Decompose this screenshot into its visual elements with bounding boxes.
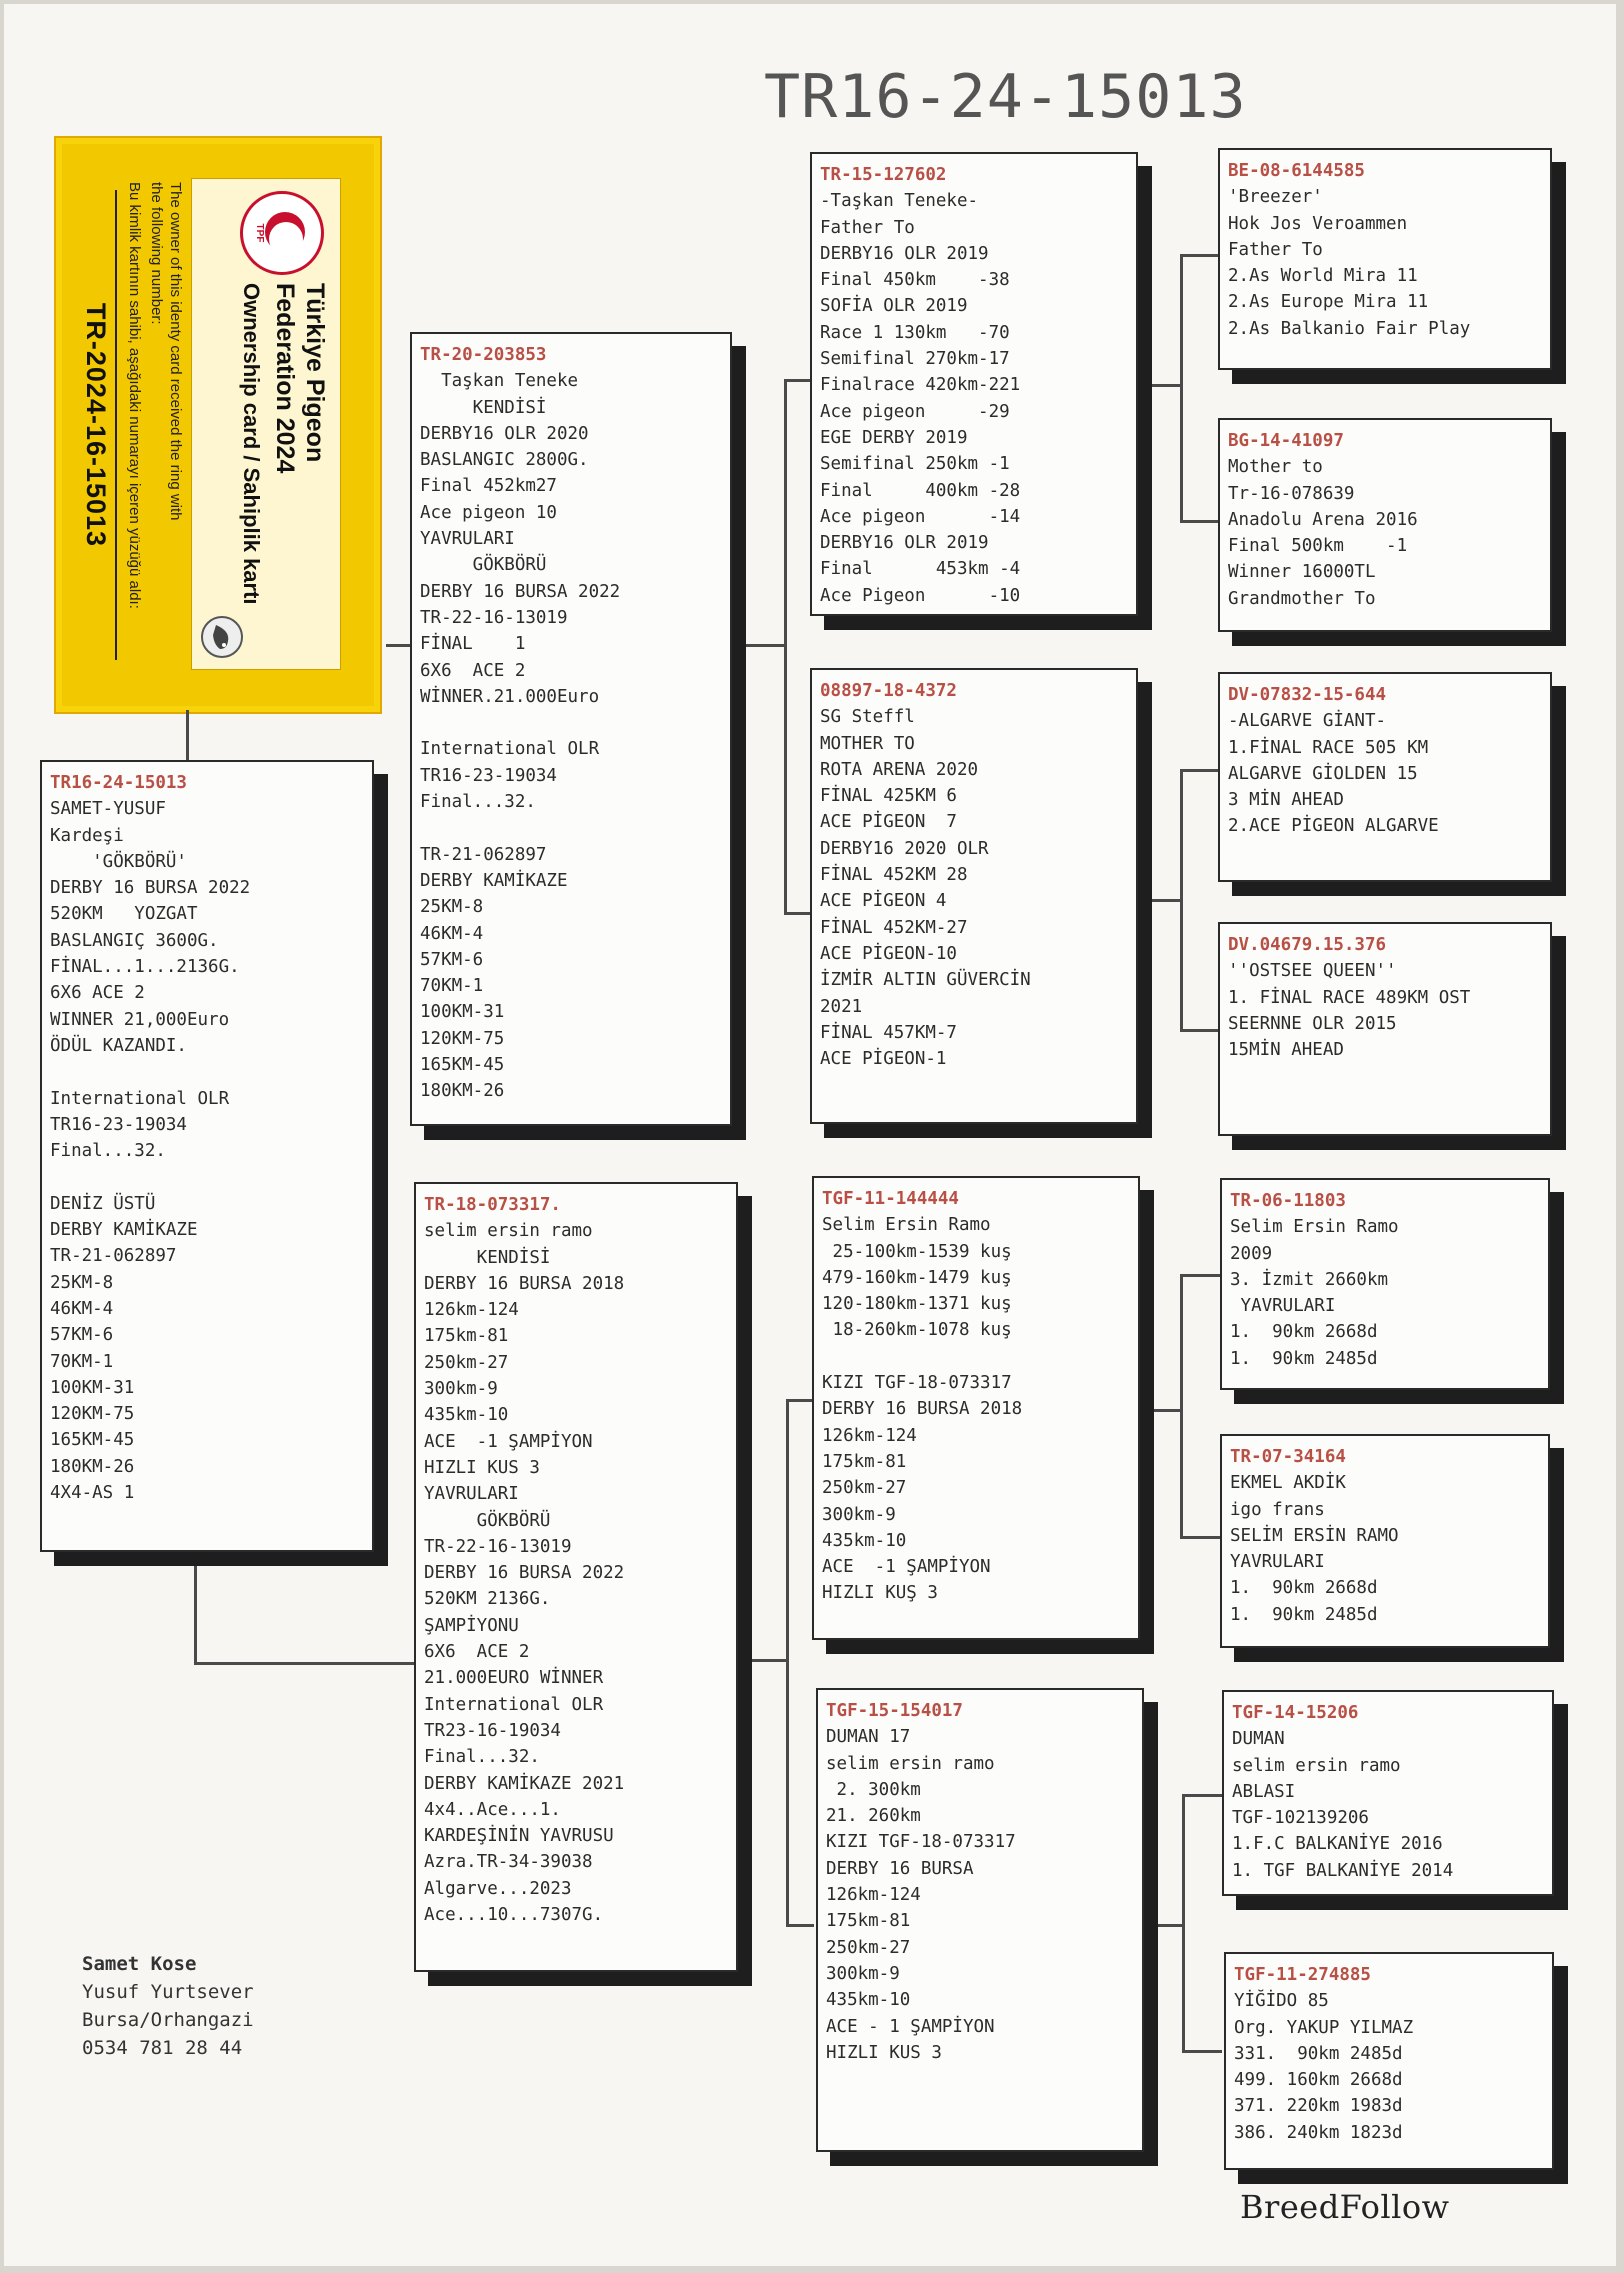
connector (784, 912, 812, 915)
connector (784, 379, 812, 382)
connector (784, 379, 787, 914)
pedigree-line: 2.ACE PİGEON ALGARVE (1228, 816, 1439, 837)
pedigree-line: TR-21-062897 (50, 1246, 177, 1267)
pedigree-line: Semifinal 250km -1 (820, 454, 1010, 475)
ggp-box-8 (1224, 1952, 1554, 2170)
pedigree-line: ACE -1 ŞAMPİYON (424, 1431, 593, 1452)
pedigree-line: -Taşkan Teneke- (820, 191, 979, 212)
connector (194, 1544, 197, 1664)
pedigree-line: 2.As World Mira 11 (1228, 266, 1418, 287)
pedigree-line: WİNNER.21.000Euro (420, 686, 600, 707)
pedigree-line: ACE -1 ŞAMPİYON (822, 1557, 991, 1578)
pedigree-line: 4X4-AS 1 (50, 1483, 135, 1504)
pedigree-line: Semifinal 270km-17 (820, 349, 1010, 370)
pedigree-line (420, 710, 724, 736)
pedigree-line: 2. 300km (826, 1779, 921, 1800)
pedigree-line: 57KM-6 (420, 949, 484, 970)
pedigree-line: Selim Ersin Ramo (822, 1215, 991, 1236)
pedigree-line: WINNER 21,000Euro (50, 1009, 230, 1030)
pedigree-line: 1. FİNAL RACE 489KM OST (1228, 987, 1471, 1008)
pedigree-line: 4x4..Ace...1. (424, 1799, 561, 1820)
pedigree-line: YAVRULARI (1230, 1296, 1336, 1317)
pedigree-line (420, 815, 724, 841)
pedigree-line: 1. TGF BALKANİYE 2014 (1232, 1860, 1454, 1881)
pedigree-line: International OLR (424, 1694, 604, 1715)
ring-number: 08897-18-4372 (820, 681, 957, 701)
pedigree-sheet (4, 4, 1616, 2266)
pedigree-line: 180KM-26 (420, 1081, 505, 1102)
pedigree-line: HIZLI KUS 3 (826, 2042, 942, 2063)
pedigree-line: 2.As Europe Mira 11 (1228, 292, 1429, 313)
pedigree-line: BASLANGIC 2800G. (420, 450, 589, 471)
pedigree-line: 1. 90km 2485d (1230, 1348, 1378, 1369)
pedigree-line: ''OSTSEE QUEEN'' (1228, 961, 1397, 982)
ring-number: TGF-11-144444 (822, 1189, 959, 1209)
pedigree-line: 1.FİNAL RACE 505 KM (1228, 737, 1429, 758)
connector (1146, 1924, 1184, 1927)
pedigree-line: ACE PİGEON-1 (820, 1049, 947, 1070)
pedigree-line: 25-100km-1539 kuş (822, 1241, 1012, 1262)
ring-number: TR-18-073317. (424, 1195, 561, 1215)
pedigree-line: 'GÖKBÖRÜ' (50, 851, 187, 872)
pedigree-line: DERBY 16 BURSA 2022 (420, 581, 621, 602)
ggp-box-2 (1218, 418, 1552, 632)
pedigree-line (50, 1059, 366, 1085)
pedigree-line: TR16-23-19034 (50, 1114, 187, 1135)
ggp-box-3 (1218, 672, 1552, 882)
pedigree-line: TR-21-062897 (420, 844, 547, 865)
pedigree-line: 46KM-4 (50, 1298, 114, 1319)
pedigree-line: SAMET-YUSUF (50, 799, 166, 820)
sire-box (410, 332, 732, 1126)
ring-number: TR-06-11803 (1230, 1191, 1346, 1211)
ownership-card (54, 136, 382, 714)
pedigree-line: 479-160km-1479 kuş (822, 1267, 1012, 1288)
pedigree-line: FİNAL 452KM 28 (820, 865, 968, 886)
pedigree-line: 120-180km-1371 kuş (822, 1294, 1012, 1315)
pedigree-line: DERBY16 2020 OLR (820, 838, 989, 859)
pedigree-line: DERBY 16 BURSA (826, 1858, 974, 1879)
connector (1182, 1794, 1222, 1797)
card-header (191, 178, 341, 670)
pedigree-line: TR-22-16-13019 (420, 607, 568, 628)
pedigree-line: TR16-23-19034 (420, 765, 557, 786)
connector (1180, 769, 1220, 772)
pedigree-line: ACE - 1 ŞAMPİYON (826, 2016, 995, 2037)
pedigree-line: YAVRULARI (1230, 1552, 1325, 1573)
pedigree-line: 371. 220km 1983d (1234, 2096, 1403, 2117)
connector (1140, 1409, 1182, 1412)
pedigree-line: 15MİN AHEAD (1228, 1040, 1344, 1061)
pedigree-line: Final 453km -4 (820, 559, 1021, 580)
pedigree-line: 300km-9 (424, 1379, 498, 1400)
pedigree-line: MOTHER TO (820, 733, 915, 754)
connector (1140, 384, 1182, 387)
page-title: TR16-24-15013 (764, 62, 1247, 132)
pedigree-line: TR-22-16-13019 (424, 1536, 572, 1557)
pedigree-line: İZMİR ALTIN GÜVERCİN (820, 970, 1031, 991)
pedigree-line: HIZLI KUŞ 3 (822, 1583, 938, 1604)
pedigree-line: DUMAN (1232, 1729, 1285, 1750)
pedigree-line: SOFİA OLR 2019 (820, 296, 968, 317)
pedigree-line: Father To (1228, 239, 1323, 260)
pedigree-line: Selim Ersin Ramo (1230, 1217, 1399, 1238)
ring-number: TR-15-127602 (820, 165, 947, 185)
federation-logo: TPF (240, 191, 324, 275)
connector (1180, 1029, 1220, 1032)
pedigree-line: ACE PİGEON 7 (820, 812, 957, 833)
pedigree-line (822, 1344, 1132, 1370)
pedigree-line: Org. YAKUP YILMAZ (1234, 2017, 1414, 2038)
ggp-box-5 (1220, 1178, 1550, 1390)
pedigree-line: Mother to (1228, 457, 1323, 478)
pedigree-line: 165KM-45 (50, 1430, 135, 1451)
pedigree-line: Final...32. (420, 792, 536, 813)
pedigree-line: Final 450km -38 (820, 270, 1010, 291)
pedigree-line (50, 1164, 366, 1190)
breeder-contact (82, 1950, 254, 2062)
pedigree-line: ACE PİGEON 4 (820, 891, 947, 912)
pedigree-line: 499. 160km 2668d (1234, 2070, 1403, 2091)
pedigree-line: Kardeşi (50, 825, 124, 846)
pedigree-line: 100KM-31 (50, 1377, 135, 1398)
pedigree-line: Ace...10...7307G. (424, 1905, 604, 1926)
pedigree-line: 180KM-26 (50, 1456, 135, 1477)
pedigree-line: Grandmother To (1228, 588, 1376, 609)
pedigree-line: 21. 260km (826, 1806, 921, 1827)
ring-number: TR-07-34164 (1230, 1447, 1346, 1467)
connector (186, 710, 189, 760)
pedigree-line: KARDEŞİNİN YAVRUSU (424, 1826, 614, 1847)
pedigree-line: 175km-81 (822, 1451, 907, 1472)
pedigree-line: 175km-81 (826, 1911, 911, 1932)
pedigree-line: 6X6 ACE 2 (424, 1642, 530, 1663)
ring-number: BG-14-41097 (1228, 431, 1344, 451)
pedigree-line: 126km-124 (822, 1425, 917, 1446)
pedigree-line: DERBY 16 BURSA 2018 (424, 1273, 625, 1294)
pedigree-line: DERBY 16 BURSA 2018 (822, 1399, 1023, 1420)
pedigree-line: Father To (820, 217, 915, 238)
pedigree-line: DERBY16 OLR 2019 (820, 533, 989, 554)
pedigree-line: FİNAL 1 (420, 634, 526, 655)
pedigree-line: 2.As Balkanio Fair Play (1228, 318, 1471, 339)
pedigree-line: Final...32. (424, 1747, 540, 1768)
ggp-box-1 (1218, 148, 1552, 370)
breeder-phone: 0534 781 28 44 (82, 2037, 243, 2059)
pedigree-line: Hok Jos Veroammen (1228, 213, 1408, 234)
pedigree-line: 57KM-6 (50, 1325, 114, 1346)
connector (1180, 1274, 1220, 1277)
card-english-note: The owner of this identy card received the ring with the following number: (148, 182, 184, 521)
pigeon-figure-icon (200, 615, 244, 659)
breeder-name-1: Samet Kose (82, 1953, 197, 1975)
connector (1182, 1794, 1185, 2052)
subject-box (40, 760, 374, 1552)
connector (744, 644, 786, 647)
pedigree-line: 1.F.C BALKANİYE 2016 (1232, 1834, 1443, 1855)
pedigree-line: 6X6 ACE 2 (50, 983, 145, 1004)
pedigree-line: 250km-27 (826, 1937, 911, 1958)
connector (786, 1924, 814, 1927)
pedigree-line: HIZLI KUS 3 (424, 1457, 540, 1478)
pedigree-line: 250km-27 (424, 1352, 509, 1373)
brand-logo: BreedFollow (1240, 2188, 1450, 2226)
pedigree-line: Ace pigeon -29 (820, 401, 1010, 422)
pedigree-line: YAVRULARI (420, 529, 515, 550)
pedigree-line: selim ersin ramo (1232, 1755, 1401, 1776)
pedigree-line: DERBY 16 BURSA 2022 (50, 878, 251, 899)
pedigree-line: Finalrace 420km-221 (820, 375, 1021, 396)
pedigree-line: 435km-10 (826, 1990, 911, 2011)
ring-number: TR-20-203853 (420, 345, 547, 365)
connector (786, 1399, 814, 1402)
ring-number: DV-07832-15-644 (1228, 685, 1387, 705)
pedigree-line: 520KM YOZGAT (50, 904, 198, 925)
pedigree-line: Final 400km -28 (820, 480, 1021, 501)
pedigree-line: Final...32. (50, 1141, 166, 1162)
pedigree-line: DENİZ ÜSTÜ (50, 1193, 156, 1214)
pedigree-line: 120KM-75 (420, 1028, 505, 1049)
pedigree-line: 3. İzmit 2660km (1230, 1269, 1389, 1290)
granddam-sire-box (810, 668, 1138, 1124)
pedigree-line: 46KM-4 (420, 923, 484, 944)
pedigree-line: SELİM ERSİN RAMO (1230, 1525, 1399, 1546)
ring-number: TGF-14-15206 (1232, 1703, 1359, 1723)
pedigree-line: 1. 90km 2485d (1230, 1604, 1378, 1625)
pedigree-line: SEERNNE OLR 2015 (1228, 1013, 1397, 1034)
pedigree-line: 435km-10 (424, 1405, 509, 1426)
pedigree-line: -ALGARVE GİANT- (1228, 711, 1387, 732)
pedigree-line: EGE DERBY 2019 (820, 427, 968, 448)
pedigree-line: 1. 90km 2668d (1230, 1322, 1378, 1343)
connector (1182, 2050, 1222, 2053)
pedigree-line: YAVRULARI (424, 1484, 519, 1505)
pedigree-line: Ace Pigeon -10 (820, 585, 1021, 606)
pedigree-line: 2021 (820, 996, 863, 1017)
connector (1140, 899, 1182, 902)
pedigree-line: Final 500km -1 (1228, 536, 1408, 557)
pedigree-line: 100KM-31 (420, 1002, 505, 1023)
pedigree-line: DERBY KAMİKAZE (420, 870, 568, 891)
pedigree-line: Taşkan Teneke (420, 371, 579, 392)
pedigree-line: 25KM-8 (420, 897, 484, 918)
pedigree-line: 120KM-75 (50, 1404, 135, 1425)
pedigree-line: 'Breezer' (1228, 187, 1323, 208)
pedigree-line: ROTA ARENA 2020 (820, 759, 979, 780)
pedigree-line: 126km-124 (424, 1300, 519, 1321)
ownership-label: Ownership card / Sahiplik kartı (239, 283, 264, 605)
pedigree-line: 331. 90km 2485d (1234, 2043, 1403, 2064)
pedigree-line: 25KM-8 (50, 1272, 114, 1293)
pedigree-line: 175km-81 (424, 1326, 509, 1347)
connector (1180, 1274, 1183, 1538)
pedigree-line: 250km-27 (822, 1478, 907, 1499)
pedigree-line: 435km-10 (822, 1530, 907, 1551)
pedigree-line: FİNAL 457KM-7 (820, 1022, 957, 1043)
pedigree-line: Ace pigeon 10 (420, 502, 557, 523)
pedigree-line: 70KM-1 (50, 1351, 114, 1372)
dam-box (414, 1182, 738, 1972)
pedigree-line: KIZI TGF-18-073317 (822, 1373, 1012, 1394)
pedigree-line: 21.000EURO WİNNER (424, 1668, 604, 1689)
pedigree-line: 165KM-45 (420, 1055, 505, 1076)
pedigree-line: ŞAMPİYONU (424, 1615, 519, 1636)
pedigree-line: EKMEL AKDİK (1230, 1473, 1346, 1494)
pedigree-line: 3 MİN AHEAD (1228, 790, 1344, 811)
pedigree-line: FİNAL...1...2136G. (50, 957, 240, 978)
pedigree-line: GÖKBÖRÜ (420, 555, 547, 576)
breeder-name-2: Yusuf Yurtsever (82, 1981, 254, 2003)
pedigree-line: TGF-102139206 (1232, 1808, 1369, 1829)
connector (750, 1659, 788, 1662)
grandsire-dam-box (812, 1176, 1140, 1640)
pedigree-line: Race 1 130km -70 (820, 322, 1010, 343)
pedigree-line: FİNAL 425KM 6 (820, 786, 957, 807)
pedigree-line: SG Steffl (820, 707, 915, 728)
pedigree-line: DERBY16 OLR 2019 (820, 243, 989, 264)
connector (1180, 769, 1183, 1031)
pedigree-line: DERBY KAMİKAZE (50, 1220, 198, 1241)
ring-number: DV.04679.15.376 (1228, 935, 1387, 955)
pedigree-line: 6X6 ACE 2 (420, 660, 526, 681)
granddam-dam-box (816, 1688, 1144, 2152)
pedigree-line: ACE PİGEON-10 (820, 943, 957, 964)
connector (1180, 254, 1183, 522)
pedigree-line: igo frans (1230, 1499, 1325, 1520)
pedigree-line: BASLANGIÇ 3600G. (50, 930, 219, 951)
ring-number: TGF-15-154017 (826, 1701, 963, 1721)
grandsire-sire-box (810, 152, 1138, 616)
pedigree-line: Azra.TR-34-39038 (424, 1852, 593, 1873)
pedigree-line: Ace pigeon -14 (820, 506, 1021, 527)
pedigree-line: 300km-9 (822, 1504, 896, 1525)
pedigree-line: International OLR (50, 1088, 230, 1109)
pedigree-line: selim ersin ramo (826, 1753, 995, 1774)
ggp-box-4 (1218, 922, 1552, 1136)
pedigree-line: selim ersin ramo (424, 1221, 593, 1242)
ring-number: TGF-11-274885 (1234, 1965, 1371, 1985)
pedigree-line: 300km-9 (826, 1963, 900, 1984)
pedigree-line: ÖDÜL KAZANDI. (50, 1035, 187, 1056)
pedigree-line: International OLR (420, 739, 600, 760)
pedigree-line: Winner 16000TL (1228, 562, 1376, 583)
federation-name: Türkiye Pigeon Federation 2024 (271, 283, 329, 474)
card-ring-number: TR-2024-16-15013 (80, 190, 117, 660)
connector (1180, 520, 1220, 523)
pedigree-line: GÖKBÖRÜ (424, 1510, 551, 1531)
pedigree-line: DERBY16 OLR 2020 (420, 423, 589, 444)
pedigree-line: KIZI TGF-18-073317 (826, 1832, 1016, 1853)
pedigree-line: Algarve...2023 (424, 1878, 572, 1899)
pedigree-line: ALGARVE GİOLDEN 15 (1228, 763, 1418, 784)
pedigree-line: Tr-16-078639 (1228, 483, 1355, 504)
pedigree-line: DUMAN 17 (826, 1727, 911, 1748)
pedigree-line: ABLASI (1232, 1781, 1296, 1802)
card-turkish-note: Bu kimlik kartının sahibi, aşağıdaki numarayı içeren yüzüğü aldı: (126, 182, 143, 609)
connector (194, 1662, 416, 1665)
connector (1180, 254, 1220, 257)
pedigree-line: 386. 240km 1823d (1234, 2122, 1403, 2143)
pedigree-line: 70KM-1 (420, 976, 484, 997)
pedigree-line: Anadolu Arena 2016 (1228, 509, 1418, 530)
breeder-location: Bursa/Orhangazi (82, 2009, 254, 2031)
ggp-box-6 (1220, 1434, 1550, 1648)
pedigree-line: 520KM 2136G. (424, 1589, 551, 1610)
ggp-box-7 (1222, 1690, 1554, 1896)
ring-number: TR16-24-15013 (50, 773, 187, 793)
connector (786, 1399, 789, 1927)
ring-number: BE-08-6144585 (1228, 161, 1365, 181)
pedigree-line: TR23-16-19034 (424, 1720, 561, 1741)
pedigree-line: 2009 (1230, 1243, 1273, 1264)
pedigree-line: DERBY 16 BURSA 2022 (424, 1563, 625, 1584)
pedigree-line: FİNAL 452KM-27 (820, 917, 968, 938)
pedigree-line: DERBY KAMİKAZE 2021 (424, 1773, 625, 1794)
pedigree-line: KENDİSİ (424, 1247, 551, 1268)
pedigree-line: 1. 90km 2668d (1230, 1578, 1378, 1599)
connector (1180, 1536, 1220, 1539)
pedigree-line: YİĞİDO 85 (1234, 1991, 1329, 2012)
pedigree-line: KENDİSİ (420, 397, 547, 418)
pedigree-line: Final 452km27 (420, 476, 557, 497)
pedigree-line: 126km-124 (826, 1885, 921, 1906)
pedigree-line: 18-260km-1078 kuş (822, 1320, 1012, 1341)
